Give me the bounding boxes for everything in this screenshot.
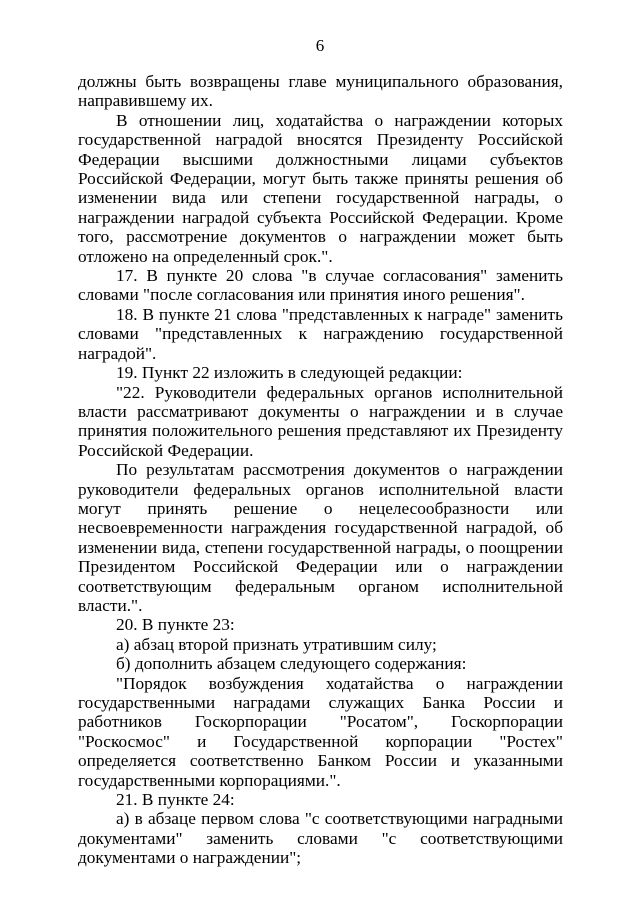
paragraph-item-17: 17. В пункте 20 слова "в случае согласования" заменить словами "после согласования или принятия иного решения".: [78, 266, 563, 305]
paragraph-item-18: 18. В пункте 21 слова "представленных к награде" заменить словами "представленных к награждению государственной наградой".: [78, 304, 563, 363]
paragraph-item-20: 20. В пункте 23:: [116, 615, 235, 635]
paragraph-continuation: должны быть возвращены главе муниципального образования, направившему их.: [78, 72, 563, 111]
paragraph-item-21-a: а) в абзаце первом слова "с соответствующими наградными документами" заменить словами "с соответствующими документами о награждении";: [78, 809, 563, 868]
paragraph-clause-22: "22. Руководители федеральных органов исполнительной власти рассматривают документы о награждении и в случае принятия положительного решения представляют их Президенту Российской Федерации.: [78, 382, 563, 460]
document-body: [78, 72, 563, 868]
paragraph-item-20-b: б) дополнить абзацем следующего содержания:: [116, 654, 467, 674]
paragraph-item-21: 21. В пункте 24:: [116, 790, 235, 810]
paragraph-award-decisions: В отношении лиц, ходатайства о награждении которых государственной наградой вносятся Президенту Российской Федерации высшими должностными лицами субъектов Российской Федерации, могут быть также приняты решения об изменении вида или степени государственной награды, о награждении наградой субъекта Российской Федерации. Кроме того, рассмотрение документов о награждении может быть отложено на определенный срок.".: [78, 110, 563, 266]
page-number: 6: [315, 36, 325, 55]
paragraph-procedure-quote: "Порядок возбуждения ходатайства о награждении государственными наградами служащих Банка России и работников Госкорпорации "Росатом", Госкорпорации "Роскосмос" и Государственной корпорации "Ростех" определяется соответственно Банком России и указанными государственными корпорациями.".: [78, 673, 563, 790]
paragraph-clause-22-results: По результатам рассмотрения документов о награждении руководители федеральных органов исполнительной власти могут принять решение о нецелесообразности или несвоевременности награждения государственной наградой, об изменении вида, степени государственной награды, о поощрении Президентом Российской Федерации или о награждении соответствующим федеральным органом исполнительной власти.".: [78, 460, 563, 615]
paragraph-item-20-a: а) абзац второй признать утратившим силу;: [116, 634, 437, 654]
paragraph-item-19: 19. Пункт 22 изложить в следующей редакции:: [116, 363, 463, 383]
